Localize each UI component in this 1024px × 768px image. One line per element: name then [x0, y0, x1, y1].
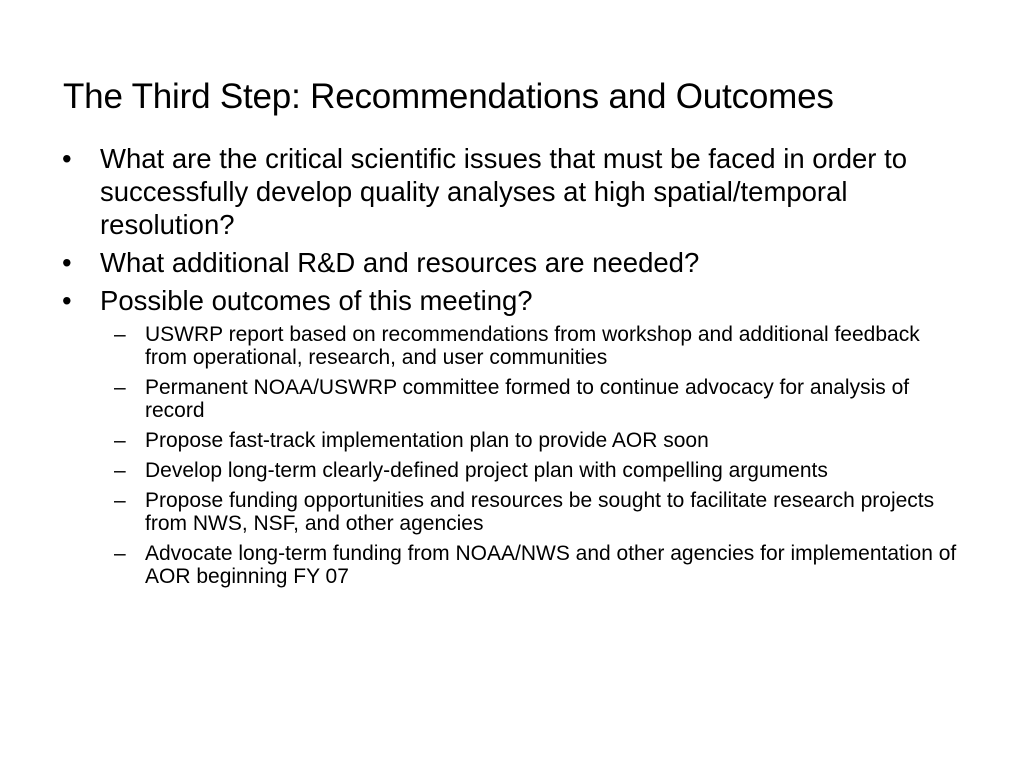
dash-marker: – [114, 323, 126, 346]
bullet-text: What additional R&D and resources are needed? [100, 247, 700, 278]
sub-bullet-list [62, 323, 962, 588]
slide-title: The Third Step: Recommendations and Outcomes [63, 77, 834, 116]
dash-marker: – [114, 429, 126, 452]
bullet-text: What are the critical scientific issues that must be faced in order to successfully develop quality analyses at high spatial/temporal resolution? [100, 143, 908, 240]
sub-bullet-item [62, 376, 962, 422]
sub-bullet-item [62, 489, 962, 535]
sub-bullet-item [62, 459, 962, 482]
sub-bullet-text: Develop long-term clearly-defined project plan with compelling arguments [145, 459, 828, 482]
bullet-item [62, 142, 962, 241]
dash-marker: – [114, 376, 126, 399]
sub-bullet-item [62, 323, 962, 369]
bullet-marker: • [62, 143, 72, 174]
bullet-text: Possible outcomes of this meeting? [100, 285, 533, 316]
sub-bullet-text: Advocate long-term funding from NOAA/NWS and other agencies for implementation of AOR beginning FY 07 [145, 542, 957, 588]
sub-bullet-text: Propose fast-track implementation plan to provide AOR soon [145, 429, 709, 452]
bullet-item [62, 284, 962, 588]
bullet-list [62, 142, 962, 595]
bullet-item [62, 246, 962, 279]
bullet-marker: • [62, 285, 72, 316]
dash-marker: – [114, 542, 126, 565]
dash-marker: – [114, 459, 126, 482]
sub-bullet-text: USWRP report based on recommendations from workshop and additional feedback from operational, research, and user communities [145, 323, 920, 369]
sub-bullet-text: Propose funding opportunities and resources be sought to facilitate research projects from NWS, NSF, and other agencies [145, 489, 935, 535]
sub-bullet-item [62, 542, 962, 588]
sub-bullet-text: Permanent NOAA/USWRP committee formed to continue advocacy for analysis of record [145, 376, 910, 422]
sub-bullet-item [62, 429, 962, 452]
dash-marker: – [114, 489, 126, 512]
bullet-marker: • [62, 247, 72, 278]
